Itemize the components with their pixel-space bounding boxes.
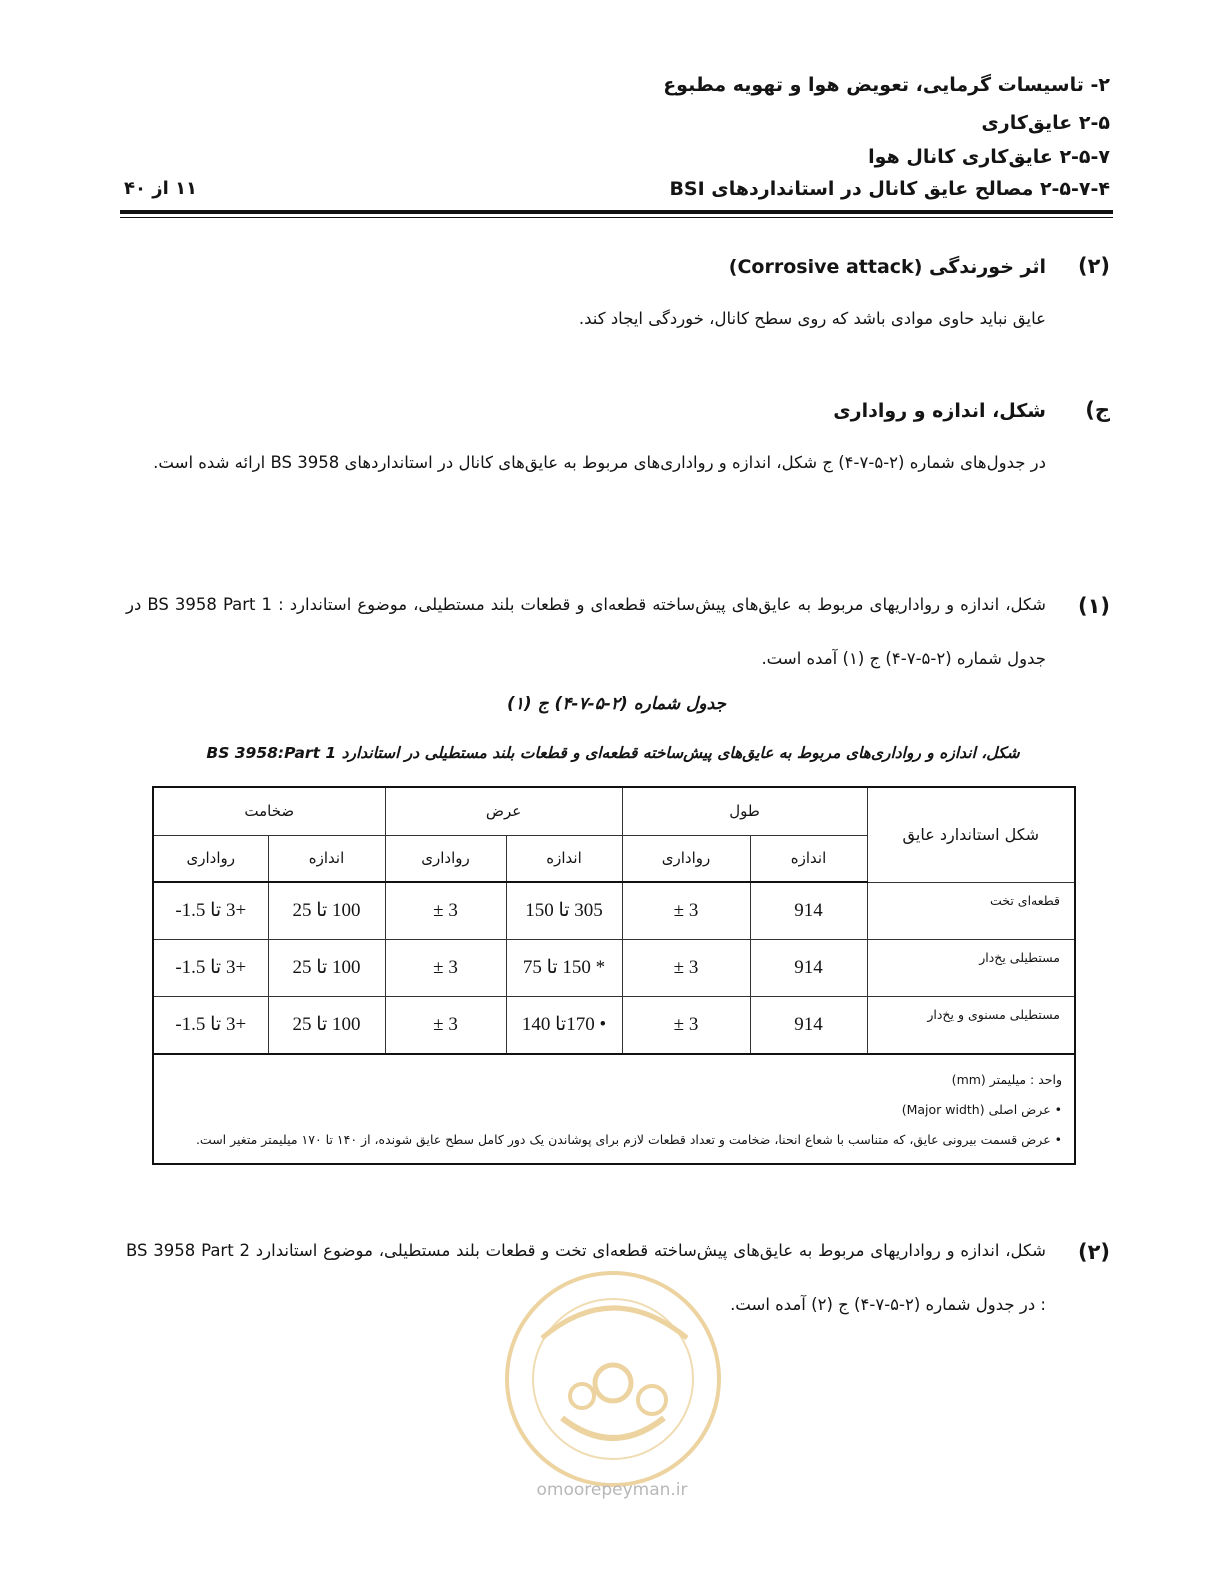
- table-row: [153, 996, 1075, 1054]
- cell-length-tolerance: 3 ±: [622, 996, 750, 1054]
- cell-shape: مستطیلی مسنوی و یخ‌دار: [867, 996, 1075, 1054]
- cell-width-tolerance: 3 ±: [385, 939, 506, 996]
- dimensions-table: [152, 786, 1076, 1165]
- cell-length-size: 914: [750, 939, 867, 996]
- cell-width-tolerance: 3 ±: [385, 996, 506, 1054]
- col-group-width: عرض: [385, 787, 622, 835]
- cell-thickness-size: 100 تا 25: [268, 882, 385, 939]
- cell-length-tolerance: 3 ±: [622, 882, 750, 939]
- cell-width-size: * 150 تا 75: [506, 939, 622, 996]
- table-caption: شکل، اندازه و رواداری‌های مربوط به عایق‌های پیش‌ساخته قطعه‌ای و قطعات بلند مستطیلی در استاندارد BS 3958:Part 1: [206, 744, 1020, 762]
- item-number-1: (۱): [1077, 594, 1110, 618]
- col-header-length-tolerance: رواداری: [622, 835, 750, 882]
- section-text-corrosive: عایق نباید حاوی موادی باشد که روی سطح کانال، خوردگی ایجاد کند.: [578, 309, 1046, 328]
- cell-length-size: 914: [750, 882, 867, 939]
- header-line-2: ۲-۵ عایق‌کاری: [981, 112, 1110, 134]
- section-number-shape: ج): [1085, 398, 1110, 422]
- item-number-2: (۲): [1077, 1240, 1110, 1264]
- header-line-1: ۲- تاسیسات گرمایی، تعویض هوا و تهویه مطبوع: [663, 74, 1110, 96]
- section-title-corrosive: اثر خورندگی (Corrosive attack): [728, 256, 1046, 278]
- section-text-shape: در جدول‌های شماره (۲-۵-۷-۴) ج شکل، اندازه و رواداری‌های مربوط به عایق‌های کانال در استانداردهای BS 3958 ارائه شده است.: [153, 453, 1046, 472]
- col-group-thickness: ضخامت: [153, 787, 385, 835]
- note-unit: واحد : میلیمتر (mm): [951, 1071, 1063, 1087]
- table-notes-row: [153, 1054, 1075, 1164]
- cell-length-size: 914: [750, 996, 867, 1054]
- cell-length-tolerance: 3 ±: [622, 939, 750, 996]
- col-header-thickness-size: اندازه: [268, 835, 385, 882]
- table-row: [153, 882, 1075, 939]
- section-title-shape: شکل، اندازه و رواداری: [833, 400, 1046, 422]
- cell-thickness-size: 100 تا 25: [268, 939, 385, 996]
- col-header-width-tolerance: رواداری: [385, 835, 506, 882]
- note-outer-width: • عرض قسمت بیرونی عایق، که متناسب با شعاع انحنا، ضخامت و تعداد قطعات لازم برای پوشاندن یک دور کامل سطح عایق شونده، از ۱۴۰ تا ۱۷۰ میلیمتر متغیر است.: [195, 1131, 1063, 1147]
- col-group-length: طول: [622, 787, 867, 835]
- col-header-thickness-tolerance: رواداری: [153, 835, 268, 882]
- header-divider: [120, 210, 1113, 214]
- item-text-1: شکل، اندازه و رواداریهای مربوط به عایق‌های پیش‌ساخته قطعه‌ای و قطعات بلند مستطیلی، موضوع استاندارد : BS 3958 Part 1 در جدول شماره (۲-۵-۷-۴) ج (۱) آمده است.: [126, 595, 1046, 668]
- table-title: جدول شماره (۲-۵-۷-۴) ج (۱): [507, 694, 726, 714]
- cell-thickness-size: 100 تا 25: [268, 996, 385, 1054]
- header-line-4: ۲-۵-۷-۴ مصالح عایق کانال در استانداردهای BSI: [669, 178, 1110, 200]
- col-header-length-size: اندازه: [750, 835, 867, 882]
- header-line-3: ۲-۵-۷ عایق‌کاری کانال هوا: [868, 146, 1110, 168]
- section-number-corrosive: (۲): [1077, 254, 1110, 278]
- cell-shape: قطعه‌ای تخت: [867, 882, 1075, 939]
- col-header-shape: شکل استاندارد عایق: [867, 787, 1075, 882]
- cell-thickness-tolerance: +3 تا 1.5-: [153, 882, 268, 939]
- watermark-site: omoorepeyman.ir: [536, 1480, 688, 1500]
- cell-width-size: • 170تا 140: [506, 996, 622, 1054]
- cell-width-tolerance: 3 ±: [385, 882, 506, 939]
- cell-thickness-tolerance: +3 تا 1.5-: [153, 996, 268, 1054]
- cell-thickness-tolerance: +3 تا 1.5-: [153, 939, 268, 996]
- note-major-width: • عرض اصلی (Major width): [901, 1101, 1063, 1117]
- cell-width-size: 305 تا 150: [506, 882, 622, 939]
- page-number: ۱۱ از ۴۰: [124, 178, 198, 199]
- item-text-2: شکل، اندازه و رواداریهای مربوط به عایق‌های پیش‌ساخته قطعه‌ای تخت و قطعات بلند مستطیلی، موضوع استاندارد BS 3958 Part 2 : در جدول شماره (۲-۵-۷-۴) ج (۲) آمده است.: [126, 1241, 1046, 1314]
- col-header-width-size: اندازه: [506, 835, 622, 882]
- table-row: [153, 939, 1075, 996]
- cell-shape: مستطیلی یخ‌دار: [867, 939, 1075, 996]
- table-notes: [153, 1054, 1075, 1164]
- watermark-logo: [502, 1268, 724, 1490]
- header-divider-thin: [120, 217, 1113, 218]
